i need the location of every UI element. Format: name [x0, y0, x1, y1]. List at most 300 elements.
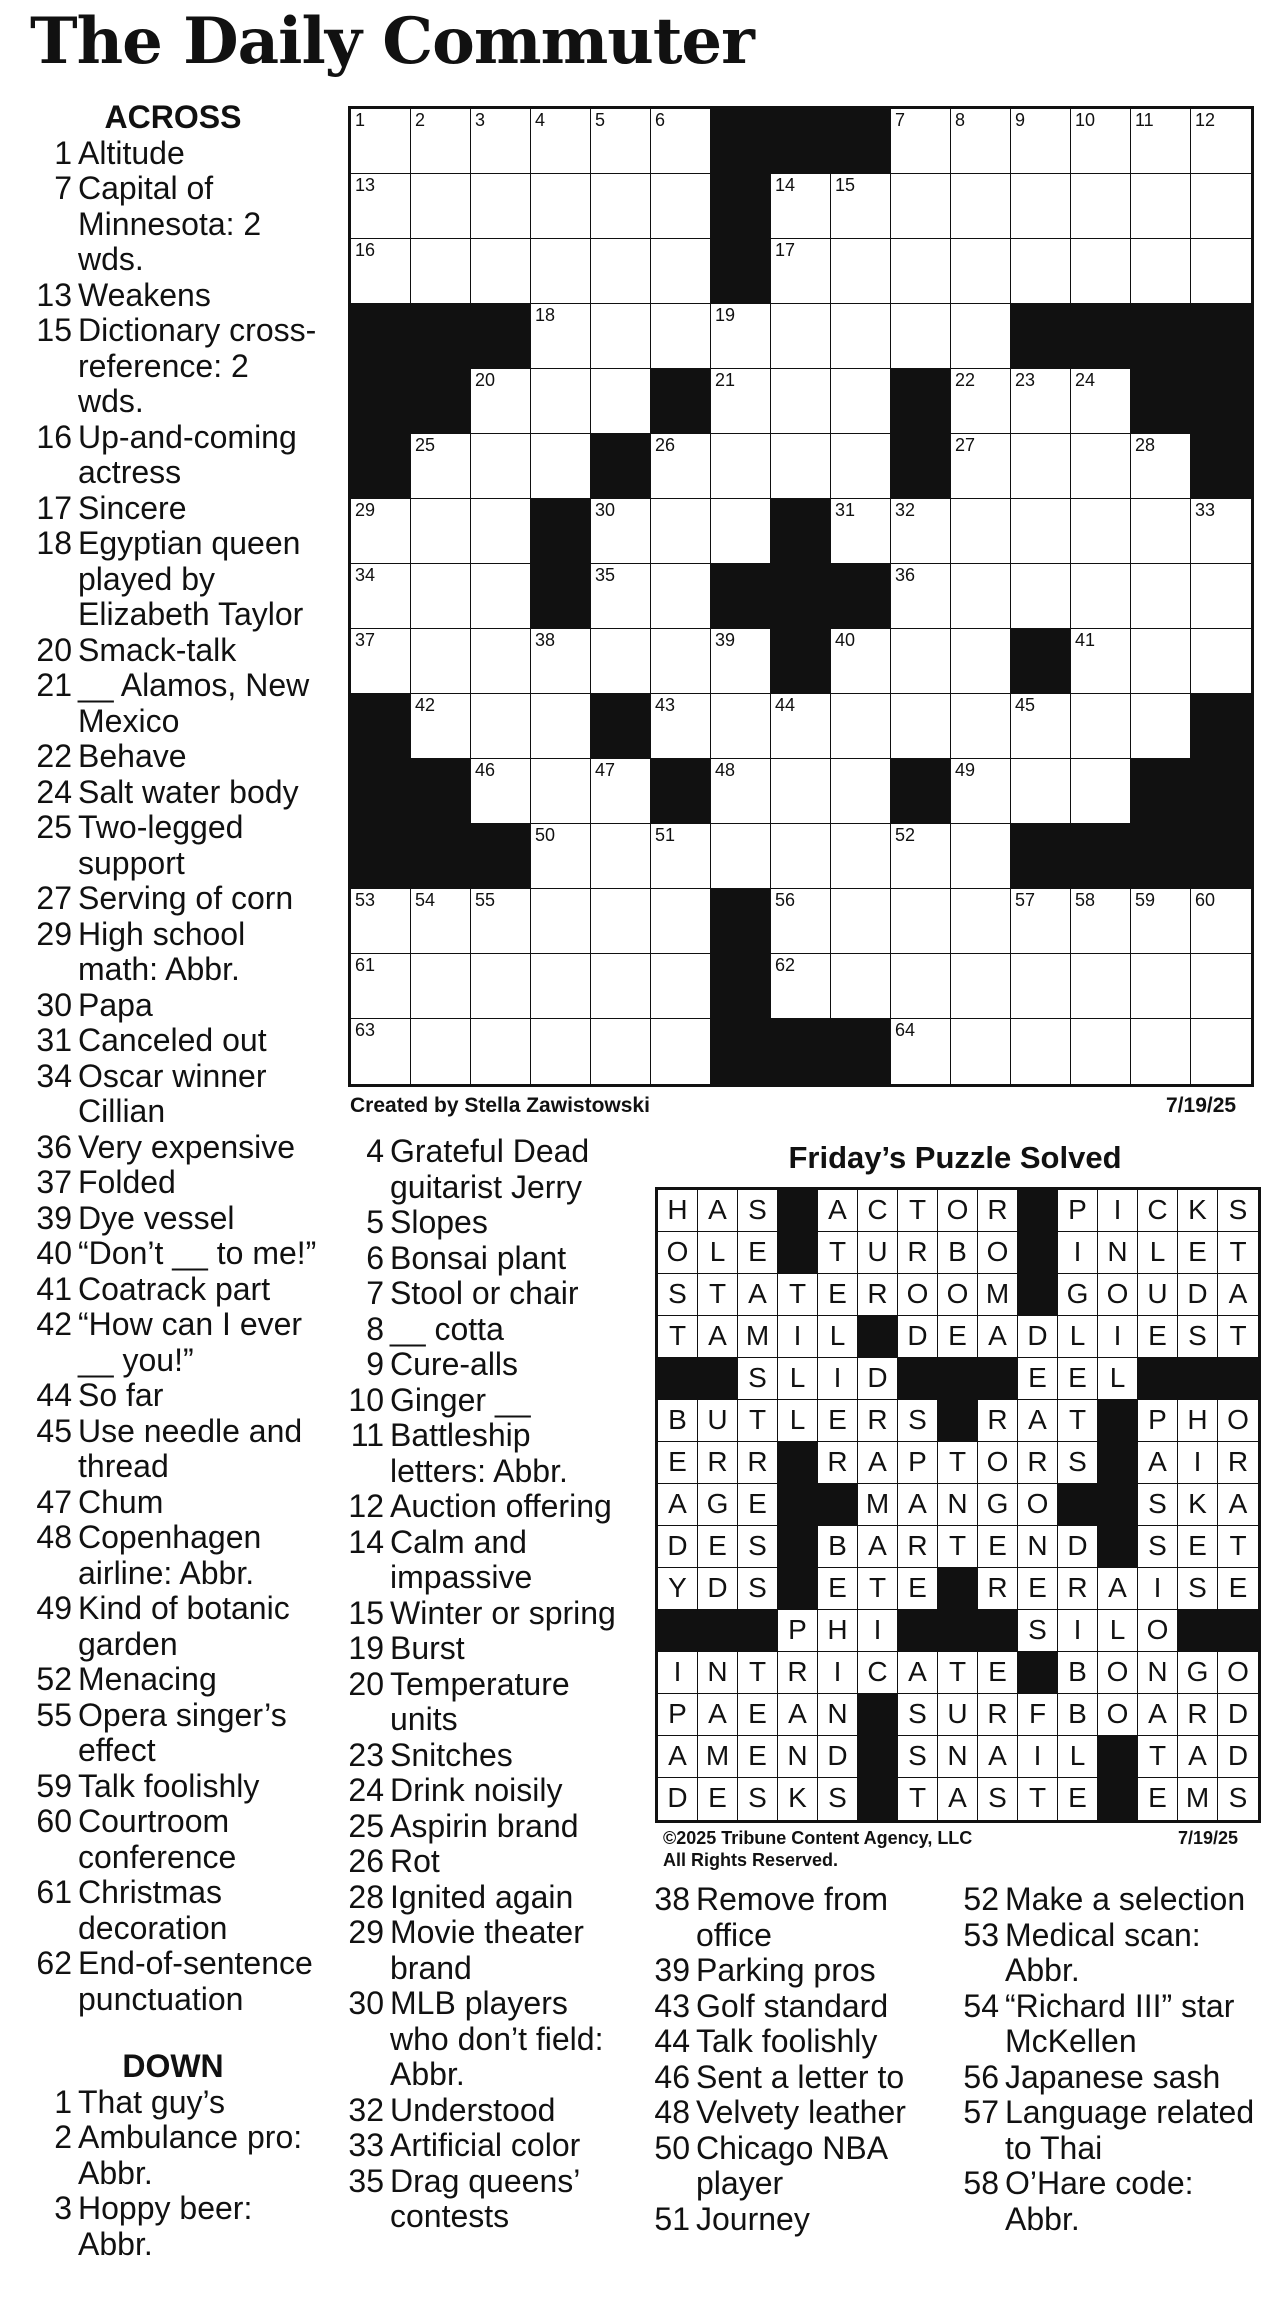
solution-block [858, 1316, 898, 1358]
grid-cell[interactable] [531, 109, 591, 174]
grid-cell[interactable] [831, 759, 891, 824]
solution-cell: T [898, 1190, 938, 1232]
solution-cell: P [1058, 1190, 1098, 1232]
grid-cell[interactable] [531, 759, 591, 824]
grid-cell[interactable] [1131, 499, 1191, 564]
grid-block [651, 759, 711, 824]
grid-cell[interactable] [411, 694, 471, 759]
grid-cell[interactable] [351, 499, 411, 564]
grid-block [411, 304, 471, 369]
grid-cell[interactable] [711, 434, 771, 499]
grid-cell[interactable] [591, 239, 651, 304]
grid-cell[interactable] [831, 889, 891, 954]
grid-cell[interactable] [531, 694, 591, 759]
solution-cell: C [1138, 1190, 1178, 1232]
grid-block [891, 759, 951, 824]
grid-cell[interactable] [531, 824, 591, 889]
solution-block [978, 1610, 1018, 1652]
clue-text: Ambulance pro: Abbr. [78, 2119, 303, 2191]
grid-cell[interactable] [951, 239, 1011, 304]
clue-text: Serving of corn [78, 880, 294, 916]
grid-cell[interactable] [591, 174, 651, 239]
clue-text: Journey [696, 2200, 810, 2237]
cell-number: 36 [895, 565, 916, 585]
clue-text: Kind of botanic garden [78, 1590, 290, 1662]
clue-number: 22 [36, 738, 72, 774]
grid-cell[interactable] [471, 889, 531, 954]
grid-cell[interactable] [1071, 759, 1131, 824]
grid-cell[interactable] [471, 629, 531, 694]
solution-block [1098, 1778, 1138, 1820]
solution-cell: I [1098, 1190, 1138, 1232]
grid-cell[interactable] [531, 304, 591, 369]
grid-cell[interactable] [471, 564, 531, 629]
solution-cell: A [978, 1736, 1018, 1778]
down-heading: DOWN [122, 2048, 224, 2084]
clue-item [28, 1165, 318, 1201]
clue-text: Temperature units [390, 1665, 570, 1737]
grid-cell[interactable] [771, 304, 831, 369]
grid-cell[interactable] [411, 629, 471, 694]
grid-cell[interactable] [891, 629, 951, 694]
grid-cell[interactable] [771, 889, 831, 954]
grid-cell[interactable] [471, 434, 531, 499]
grid-cell[interactable] [771, 174, 831, 239]
clue-text: Stool or chair [390, 1275, 579, 1311]
grid-cell[interactable] [1071, 694, 1131, 759]
grid-cell[interactable] [891, 109, 951, 174]
grid-cell[interactable] [351, 629, 411, 694]
grid-cell[interactable] [591, 824, 651, 889]
clue-text: So far [78, 1377, 164, 1413]
grid-cell[interactable] [1011, 369, 1071, 434]
grid-cell[interactable] [1071, 629, 1131, 694]
clue-text: MLB players who don’t field: Abbr. [390, 1985, 604, 2092]
clue-number: 24 [36, 773, 72, 810]
grid-cell[interactable] [951, 174, 1011, 239]
solution-cell: A [818, 1190, 858, 1232]
grid-cell[interactable] [651, 239, 711, 304]
grid-cell[interactable] [711, 499, 771, 564]
clue-number: 44 [36, 1377, 72, 1413]
solution-cell: S [738, 1190, 778, 1232]
solution-cell: O [1018, 1484, 1058, 1526]
solution-cell: K [778, 1778, 818, 1820]
grid-block [351, 759, 411, 824]
clue-number: 38 [654, 1881, 690, 1917]
solution-cell: S [658, 1274, 698, 1316]
grid-cell[interactable] [1011, 564, 1071, 629]
grid-cell[interactable] [411, 434, 471, 499]
grid-cell[interactable] [891, 239, 951, 304]
grid-cell[interactable] [891, 304, 951, 369]
clue-text: Very expensive [78, 1128, 296, 1165]
cell-number: 55 [475, 890, 496, 910]
grid-cell[interactable] [831, 434, 891, 499]
grid-cell[interactable] [711, 629, 771, 694]
solution-cell: P [658, 1694, 698, 1736]
grid-cell[interactable] [891, 694, 951, 759]
clue-item [646, 1989, 951, 2025]
grid-cell[interactable] [651, 109, 711, 174]
grid-cell[interactable] [531, 174, 591, 239]
solution-cell: T [938, 1442, 978, 1484]
grid-cell[interactable] [951, 564, 1011, 629]
grid-cell[interactable] [1191, 564, 1251, 629]
solution-cell: H [1178, 1400, 1218, 1442]
grid-cell[interactable] [651, 694, 711, 759]
grid-cell[interactable] [591, 889, 651, 954]
grid-cell[interactable] [591, 304, 651, 369]
clue-item [28, 1130, 318, 1166]
grid-cell[interactable] [711, 824, 771, 889]
solution-cell: E [698, 1778, 738, 1820]
grid-cell[interactable] [471, 1019, 531, 1084]
grid-cell[interactable] [1191, 239, 1251, 304]
grid-cell[interactable] [1071, 889, 1131, 954]
grid-cell[interactable] [771, 369, 831, 434]
solution-cell: E [1058, 1778, 1098, 1820]
grid-cell[interactable] [831, 239, 891, 304]
solution-cell: O [938, 1190, 978, 1232]
grid-cell[interactable] [771, 824, 831, 889]
grid-cell[interactable] [951, 434, 1011, 499]
solution-cell: A [658, 1736, 698, 1778]
clue-number: 52 [963, 1881, 999, 1917]
grid-cell[interactable] [1011, 239, 1071, 304]
grid-cell[interactable] [651, 889, 711, 954]
cell-number: 34 [355, 565, 376, 585]
grid-block [351, 824, 411, 889]
solution-block [778, 1484, 818, 1526]
clue-item [28, 1946, 318, 2017]
grid-cell[interactable] [471, 694, 531, 759]
cell-number: 56 [775, 890, 796, 910]
grid-cell[interactable] [411, 174, 471, 239]
clue-text: Talk foolishly [78, 1767, 260, 1804]
grid-cell[interactable] [651, 499, 711, 564]
grid-cell[interactable] [831, 824, 891, 889]
solution-cell: N [818, 1694, 858, 1736]
clue-text: Golf standard [696, 1987, 889, 2024]
grid-cell[interactable] [1011, 434, 1071, 499]
clue-item [28, 1378, 318, 1414]
grid-cell[interactable] [1131, 1019, 1191, 1084]
grid-cell[interactable] [1131, 564, 1191, 629]
grid-cell[interactable] [651, 564, 711, 629]
grid-cell[interactable] [1131, 434, 1191, 499]
grid-cell[interactable] [411, 564, 471, 629]
clue-number: 39 [36, 1199, 72, 1236]
grid-cell[interactable] [951, 759, 1011, 824]
solution-cell: R [898, 1526, 938, 1568]
grid-cell[interactable] [771, 694, 831, 759]
grid-block [771, 109, 831, 174]
grid-cell[interactable] [471, 109, 531, 174]
grid-cell[interactable] [531, 629, 591, 694]
grid-block [1131, 369, 1191, 434]
solution-cell: R [978, 1190, 1018, 1232]
grid-block [591, 694, 651, 759]
grid-cell[interactable] [1131, 694, 1191, 759]
grid-block [711, 109, 771, 174]
cell-number: 54 [415, 890, 436, 910]
grid-cell[interactable] [411, 889, 471, 954]
grid-cell[interactable] [771, 954, 831, 1019]
grid-cell[interactable] [351, 954, 411, 1019]
solution-cell: R [978, 1694, 1018, 1736]
grid-cell[interactable] [651, 629, 711, 694]
grid-cell[interactable] [951, 889, 1011, 954]
grid-cell[interactable] [951, 369, 1011, 434]
grid-cell[interactable] [1011, 499, 1071, 564]
solution-cell: S [898, 1736, 938, 1778]
grid-cell[interactable] [1011, 954, 1071, 1019]
grid-cell[interactable] [1011, 759, 1071, 824]
grid-cell[interactable] [471, 369, 531, 434]
grid-cell[interactable] [591, 369, 651, 434]
grid-cell[interactable] [471, 954, 531, 1019]
solution-cell: O [1138, 1610, 1178, 1652]
grid-cell[interactable] [951, 824, 1011, 889]
grid-cell[interactable] [711, 304, 771, 369]
cell-number: 17 [775, 240, 796, 260]
grid-cell[interactable] [1191, 1019, 1251, 1084]
clue-number: 35 [348, 2162, 384, 2199]
solution-cell: T [898, 1778, 938, 1820]
grid-cell[interactable] [531, 889, 591, 954]
grid-cell[interactable] [351, 239, 411, 304]
grid-cell[interactable] [1011, 694, 1071, 759]
clue-number: 18 [36, 525, 72, 561]
solution-cell: G [698, 1484, 738, 1526]
grid-cell[interactable] [951, 629, 1011, 694]
solution-cell: B [658, 1400, 698, 1442]
grid-cell[interactable] [411, 239, 471, 304]
grid-cell[interactable] [591, 954, 651, 1019]
solution-cell: R [978, 1568, 1018, 1610]
grid-cell[interactable] [1191, 499, 1251, 564]
grid-cell[interactable] [711, 759, 771, 824]
grid-cell[interactable] [1131, 239, 1191, 304]
grid-cell[interactable] [1191, 954, 1251, 1019]
grid-cell[interactable] [411, 499, 471, 564]
solution-cell: G [1058, 1274, 1098, 1316]
grid-cell[interactable] [1071, 109, 1131, 174]
grid-cell[interactable] [471, 239, 531, 304]
solution-cell: R [1178, 1694, 1218, 1736]
grid-cell[interactable] [831, 954, 891, 1019]
grid-cell[interactable] [411, 954, 471, 1019]
grid-cell[interactable] [651, 304, 711, 369]
grid-cell[interactable] [1131, 109, 1191, 174]
grid-cell[interactable] [1131, 954, 1191, 1019]
solution-cell: I [1018, 1736, 1058, 1778]
grid-cell[interactable] [351, 564, 411, 629]
solution-block [778, 1526, 818, 1568]
grid-cell[interactable] [531, 369, 591, 434]
clue-number: 30 [36, 986, 72, 1023]
solution-cell: E [1178, 1526, 1218, 1568]
grid-cell[interactable] [471, 499, 531, 564]
grid-cell[interactable] [651, 1019, 711, 1084]
grid-cell[interactable] [651, 954, 711, 1019]
grid-cell[interactable] [891, 174, 951, 239]
grid-cell[interactable] [411, 109, 471, 174]
grid-block [771, 564, 831, 629]
grid-cell[interactable] [951, 109, 1011, 174]
grid-cell[interactable] [1071, 954, 1131, 1019]
clue-text: Aspirin brand [390, 1807, 579, 1844]
grid-block [411, 824, 471, 889]
solution-cell: O [1218, 1400, 1258, 1442]
clue-number: 37 [36, 1164, 72, 1200]
grid-cell[interactable] [1011, 889, 1071, 954]
solution-cell: R [1218, 1442, 1258, 1484]
solution-cell: I [658, 1652, 698, 1694]
solution-cell: T [818, 1232, 858, 1274]
clue-item [28, 2085, 318, 2121]
clue-text: Oscar winner Cillian [78, 1057, 267, 1129]
grid-cell[interactable] [1071, 1019, 1131, 1084]
grid-cell[interactable] [651, 434, 711, 499]
clue-item [955, 1918, 1260, 1989]
grid-cell[interactable] [831, 369, 891, 434]
clue-text: Menacing [78, 1661, 217, 1697]
grid-cell[interactable] [891, 1019, 951, 1084]
clue-text: Rot [390, 1843, 440, 1879]
grid-cell[interactable] [831, 174, 891, 239]
grid-cell[interactable] [411, 1019, 471, 1084]
clue-number: 10 [348, 1381, 384, 1418]
grid-cell[interactable] [591, 759, 651, 824]
clue-item [955, 2166, 1260, 2237]
solution-cell: T [1138, 1736, 1178, 1778]
grid-cell[interactable] [591, 109, 651, 174]
solution-cell: S [978, 1778, 1018, 1820]
clue-text: Burst [390, 1630, 465, 1666]
clue-item [28, 988, 318, 1024]
clue-text: Japanese sash [1005, 2058, 1221, 2095]
grid-cell[interactable] [591, 564, 651, 629]
grid-cell[interactable] [1071, 434, 1131, 499]
grid-cell[interactable] [1071, 564, 1131, 629]
grid-cell[interactable] [531, 954, 591, 1019]
grid-cell[interactable] [651, 824, 711, 889]
cell-number: 33 [1195, 500, 1216, 520]
grid-cell[interactable] [351, 1019, 411, 1084]
grid-cell[interactable] [471, 174, 531, 239]
grid-cell[interactable] [1191, 889, 1251, 954]
grid-cell[interactable] [1011, 174, 1071, 239]
grid-cell[interactable] [831, 629, 891, 694]
solution-cell: D [898, 1316, 938, 1358]
grid-cell[interactable] [891, 889, 951, 954]
across-clues [28, 100, 318, 2262]
clue-item [955, 1989, 1260, 2060]
grid-cell[interactable] [351, 889, 411, 954]
cell-number: 16 [355, 240, 376, 260]
clue-item [340, 1134, 620, 1205]
grid-cell[interactable] [711, 369, 771, 434]
grid-cell[interactable] [891, 499, 951, 564]
solution-cell: D [818, 1736, 858, 1778]
grid-cell[interactable] [591, 499, 651, 564]
clue-text: Dye vessel [78, 1199, 235, 1236]
clue-number: 61 [36, 1874, 72, 1910]
solution-cell: L [818, 1316, 858, 1358]
clue-item [340, 1667, 620, 1738]
grid-cell[interactable] [471, 759, 531, 824]
grid-cell[interactable] [591, 1019, 651, 1084]
solution-cell: E [1018, 1568, 1058, 1610]
grid-cell[interactable] [771, 239, 831, 304]
clue-text: Battleship letters: Abbr. [390, 1417, 568, 1489]
cell-number: 51 [655, 825, 676, 845]
cell-number: 2 [415, 110, 426, 130]
grid-cell[interactable] [891, 564, 951, 629]
grid-block [1191, 304, 1251, 369]
grid-cell[interactable] [1191, 174, 1251, 239]
grid-cell[interactable] [1071, 239, 1131, 304]
clue-item [28, 1698, 318, 1769]
grid-cell[interactable] [771, 434, 831, 499]
grid-cell[interactable] [1071, 499, 1131, 564]
grid-cell[interactable] [1131, 174, 1191, 239]
grid-cell[interactable] [831, 499, 891, 564]
grid-cell[interactable] [531, 434, 591, 499]
grid-cell[interactable] [951, 1019, 1011, 1084]
grid-cell[interactable] [1131, 629, 1191, 694]
grid-cell[interactable] [771, 759, 831, 824]
grid-cell[interactable] [651, 174, 711, 239]
solution-date: 7/19/25 [1178, 1828, 1239, 1848]
grid-cell[interactable] [531, 239, 591, 304]
clue-number: 25 [348, 1807, 384, 1844]
grid-cell[interactable] [891, 824, 951, 889]
solution-block [1098, 1442, 1138, 1484]
solution-cell: A [898, 1652, 938, 1694]
grid-cell[interactable] [951, 304, 1011, 369]
grid-cell[interactable] [891, 954, 951, 1019]
grid-cell[interactable] [1191, 629, 1251, 694]
solution-block [1098, 1484, 1138, 1526]
grid-cell[interactable] [351, 109, 411, 174]
grid-cell[interactable] [1131, 889, 1191, 954]
grid-cell[interactable] [1071, 369, 1131, 434]
grid-cell[interactable] [1011, 1019, 1071, 1084]
grid-cell[interactable] [1191, 109, 1251, 174]
grid-cell[interactable] [951, 499, 1011, 564]
cell-number: 63 [355, 1020, 376, 1040]
solution-block [1058, 1484, 1098, 1526]
grid-cell[interactable] [951, 694, 1011, 759]
solution-block [1098, 1400, 1138, 1442]
clue-text: Artificial color [390, 2127, 581, 2163]
grid-cell[interactable] [1011, 109, 1071, 174]
clue-number: 8 [366, 1310, 384, 1347]
grid-cell[interactable] [831, 304, 891, 369]
grid-cell[interactable] [531, 1019, 591, 1084]
grid-cell[interactable] [1071, 174, 1131, 239]
grid-cell[interactable] [831, 694, 891, 759]
grid-cell[interactable] [951, 954, 1011, 1019]
clue-item [340, 1738, 620, 1774]
grid-cell[interactable] [711, 694, 771, 759]
grid-cell[interactable] [591, 629, 651, 694]
grid-cell[interactable] [351, 174, 411, 239]
clue-item [340, 1241, 620, 1277]
